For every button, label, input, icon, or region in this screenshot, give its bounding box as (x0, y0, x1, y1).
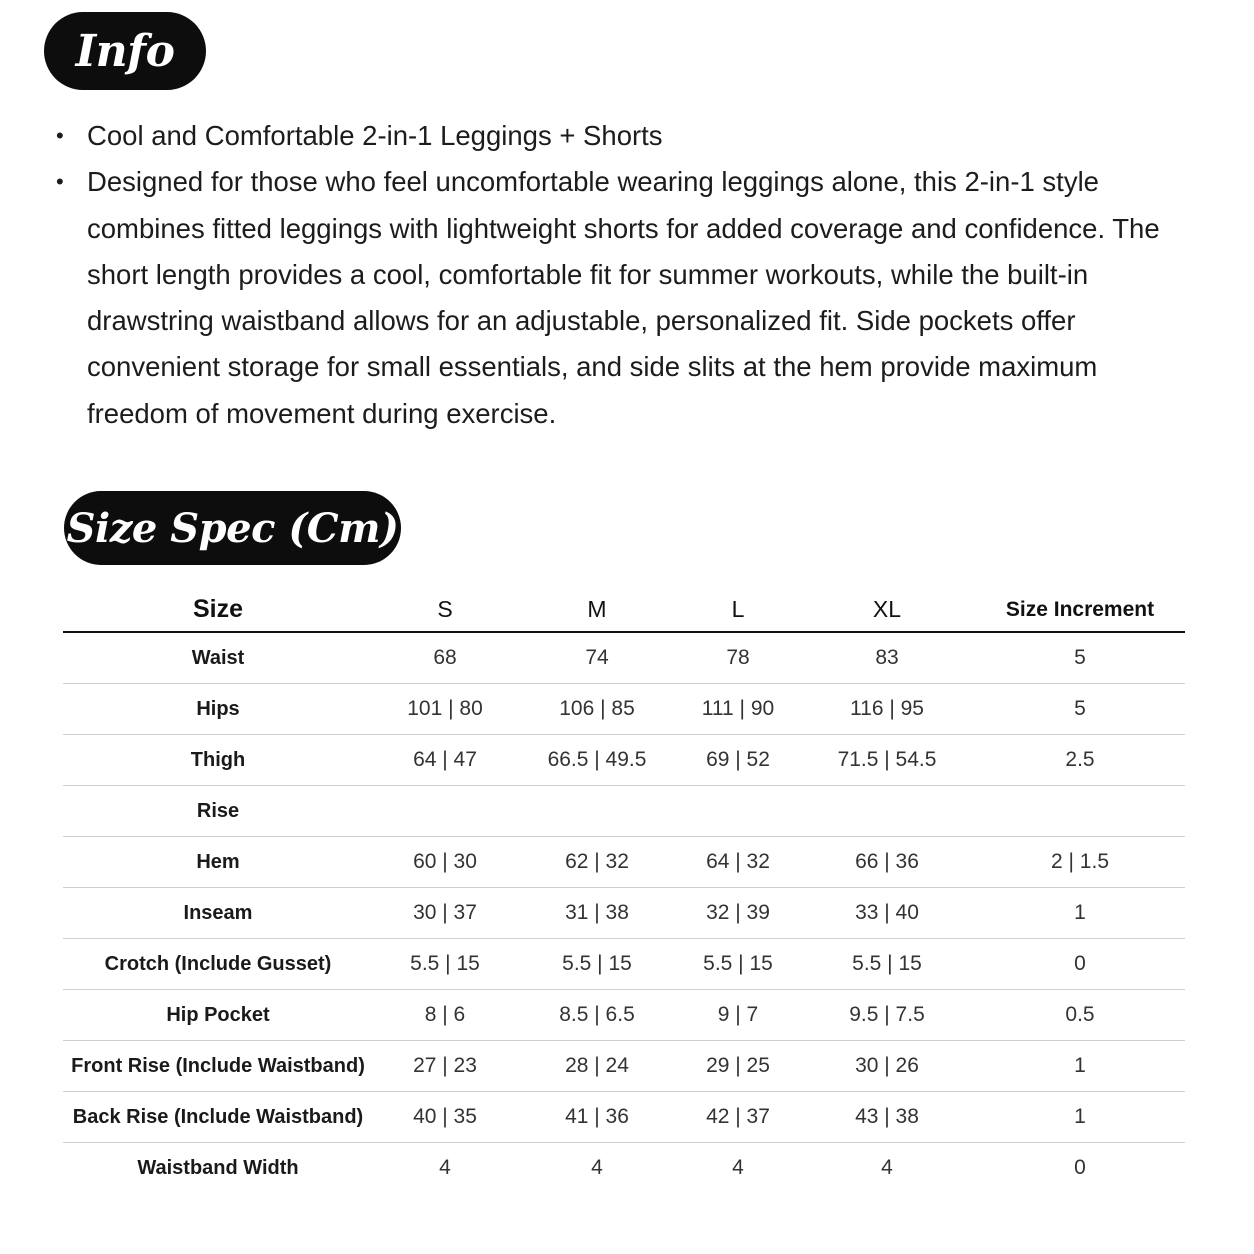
size-spec-heading (64, 491, 401, 565)
table-row (63, 786, 1185, 837)
size-m-value: 28 | 24 (517, 1041, 677, 1092)
measurement-label: Back Rise (Include Waistband) (63, 1092, 373, 1143)
table-row (63, 837, 1185, 888)
size-xl-value: 71.5 | 54.5 (799, 735, 975, 786)
increment-value: 1 (975, 1041, 1185, 1092)
size-s-value: 27 | 23 (373, 1041, 517, 1092)
size-m-value (517, 786, 677, 837)
size-l-value: 29 | 25 (677, 1041, 799, 1092)
increment-value (975, 786, 1185, 837)
size-s-value: 5.5 | 15 (373, 939, 517, 990)
bullet-icon: • (56, 169, 64, 195)
size-l-value: 5.5 | 15 (677, 939, 799, 990)
size-l-value: 42 | 37 (677, 1092, 799, 1143)
table-row (63, 990, 1185, 1041)
table-row (63, 735, 1185, 786)
size-xl-value: 116 | 95 (799, 684, 975, 735)
increment-value: 0.5 (975, 990, 1185, 1041)
size-s-value (373, 786, 517, 837)
size-xl-value: 83 (799, 632, 975, 684)
increment-value: 0 (975, 939, 1185, 990)
info-heading-text: Info (75, 25, 175, 77)
size-xl-value (799, 786, 975, 837)
measurement-label: Front Rise (Include Waistband) (63, 1041, 373, 1092)
size-s-value: 30 | 37 (373, 888, 517, 939)
size-l-value: 78 (677, 632, 799, 684)
size-xl-value: 43 | 38 (799, 1092, 975, 1143)
size-xl-value: 33 | 40 (799, 888, 975, 939)
size-xl-value: 30 | 26 (799, 1041, 975, 1092)
size-l-value: 9 | 7 (677, 990, 799, 1041)
size-m-value: 74 (517, 632, 677, 684)
measurement-label: Hem (63, 837, 373, 888)
measurement-label: Hips (63, 684, 373, 735)
increment-value: 1 (975, 1092, 1185, 1143)
size-s-value: 101 | 80 (373, 684, 517, 735)
table-row (63, 1143, 1185, 1194)
feature-item (52, 159, 1202, 437)
header-xl: XL (799, 588, 975, 632)
measurement-label: Thigh (63, 735, 373, 786)
size-l-value: 69 | 52 (677, 735, 799, 786)
size-m-value: 66.5 | 49.5 (517, 735, 677, 786)
size-s-value: 4 (439, 1156, 451, 1179)
measurement-label: Waistband Width (137, 1156, 299, 1179)
size-s-value: 40 | 35 (373, 1092, 517, 1143)
info-heading (44, 12, 206, 90)
table-header-row (63, 588, 1185, 632)
size-xl-value: 5.5 | 15 (799, 939, 975, 990)
size-s-value: 60 | 30 (373, 837, 517, 888)
size-s-value: 68 (373, 632, 517, 684)
size-l-value: 32 | 39 (677, 888, 799, 939)
feature-list (52, 113, 1202, 437)
header-m: M (517, 588, 677, 632)
measurement-label: Waist (63, 632, 373, 684)
increment-value: 5 (975, 684, 1185, 735)
table-row (63, 684, 1185, 735)
table-row (63, 632, 1185, 684)
size-m-value: 41 | 36 (517, 1092, 677, 1143)
size-spec-table (63, 588, 1185, 1193)
table-row (63, 888, 1185, 939)
size-l-value: 111 | 90 (677, 684, 799, 735)
size-xl-value: 66 | 36 (799, 837, 975, 888)
size-s-value: 64 | 47 (373, 735, 517, 786)
header-size: Size (63, 588, 373, 632)
size-m-value: 4 (591, 1156, 603, 1179)
size-m-value: 5.5 | 15 (517, 939, 677, 990)
increment-value: 5 (975, 632, 1185, 684)
size-s-value: 8 | 6 (373, 990, 517, 1041)
table-row (63, 1092, 1185, 1143)
increment-value: 2.5 (975, 735, 1185, 786)
size-m-value: 8.5 | 6.5 (517, 990, 677, 1041)
measurement-label: Rise (63, 786, 373, 837)
size-xl-value: 4 (881, 1156, 893, 1179)
size-spec-heading-text: Size Spec (Cm) (66, 504, 399, 552)
size-m-value: 62 | 32 (517, 837, 677, 888)
feature-item (52, 113, 1202, 159)
bullet-icon: • (56, 123, 64, 148)
measurement-label: Crotch (Include Gusset) (63, 939, 373, 990)
table-body (63, 632, 1185, 1193)
measurement-label: Hip Pocket (63, 990, 373, 1041)
increment-value: 2 | 1.5 (975, 837, 1185, 888)
size-l-value: 4 (732, 1156, 744, 1179)
size-l-value (677, 786, 799, 837)
table-row (63, 1041, 1185, 1092)
size-m-value: 31 | 38 (517, 888, 677, 939)
increment-value: 1 (975, 888, 1185, 939)
feature-text: Designed for those who feel uncomfortable wearing leggings alone, this 2-in-1 style combines fitted leggings with lightweight shorts for added coverage and confidence. The short length provides a cool, comfortable fit for summer workouts, while the built-in drawstring waistband allows for an adjustable, personalized fit. Side pockets offer convenient storage for small essentials, and side slits at the hem provide maximum freedom of movement during exercise. (87, 166, 1160, 429)
header-l: L (677, 588, 799, 632)
feature-text: Cool and Comfortable 2-in-1 Leggings + Shorts (87, 120, 663, 151)
header-s: S (373, 588, 517, 632)
size-l-value: 64 | 32 (677, 837, 799, 888)
increment-value: 0 (1074, 1156, 1086, 1179)
size-xl-value: 9.5 | 7.5 (799, 990, 975, 1041)
measurement-label: Inseam (63, 888, 373, 939)
size-m-value: 106 | 85 (517, 684, 677, 735)
table-row (63, 939, 1185, 990)
header-size-increment: Size Increment (975, 588, 1185, 632)
